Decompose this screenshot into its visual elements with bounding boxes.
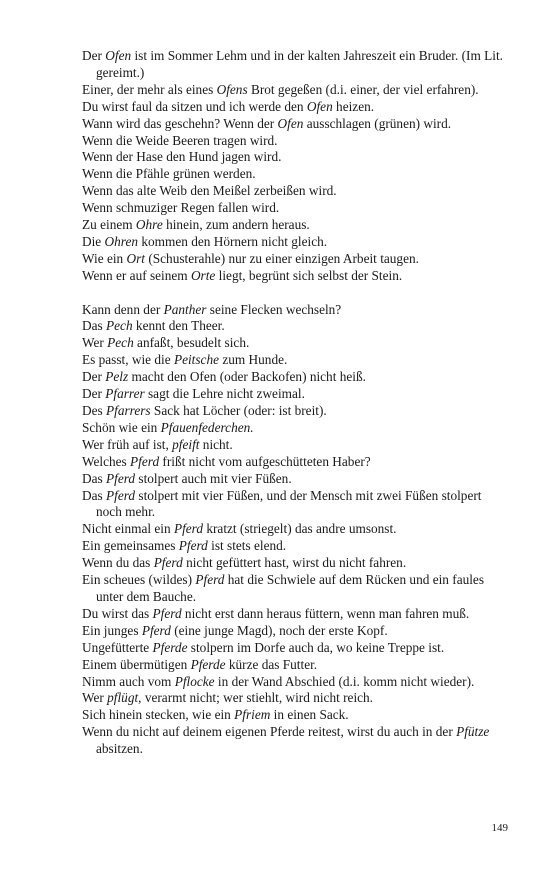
keyword-italic: Ohre [135,217,163,233]
proverb-text: (eine junge Magd), noch der erste Kopf. [170,622,388,638]
keyword-italic: Pferde [152,639,188,655]
keyword-italic: pflügt [107,690,139,706]
proverb-entry [82,386,508,403]
proverb-text: Der [82,48,106,63]
section-gap [82,285,508,302]
proverb-text: kennt den Theer. [132,318,225,334]
proverb-entry [82,623,508,640]
proverb-text: Wenn der Hase den Hund jagen wird. [82,149,282,165]
proverb-text: stolpern im Dorfe auch da, wo keine Treppe ist. [187,639,445,655]
proverb-text: Ein gemeinsames [82,538,179,554]
proverb-text: heizen. [332,98,375,114]
proverb-text: liegt, begrünt sich selbst der Stein. [215,267,403,283]
proverb-text: Der [82,386,106,402]
proverb-text: Sack hat Löcher (oder: ist breit). [150,403,327,419]
proverb-entry [82,555,508,572]
keyword-italic: Peitsche [173,352,220,368]
proverb-text: in einen Sack. [270,707,349,723]
proverb-entry [82,116,508,133]
proverb-text: stolpert auch mit vier Füßen. [135,470,292,486]
keyword-italic: Pferd [141,622,171,638]
proverb-text: , verarmt nicht; wer stiehlt, wird nicht reich. [138,690,374,706]
proverb-text: Die [82,233,105,249]
proverb-entry [82,538,508,555]
keyword-italic: Pferd [106,470,136,486]
proverb-text: ist im Sommer Lehm und in der kalten Jahreszeit ein Bruder. (Im Lit. gereimt.) [96,48,503,80]
keyword-italic: Pfriem [234,707,271,723]
proverb-entry [82,251,508,268]
proverb-text: Ein junges [82,622,142,638]
keyword-italic: Pferd [195,572,225,588]
proverb-text: Ungefütterte [82,639,153,655]
proverb-text: ausschlagen (grünen) wird. [303,115,452,131]
proverb-text: Nicht einmal ein [82,521,174,537]
proverb-text: Der [82,369,106,385]
proverb-text: absitzen. [96,741,143,757]
proverb-entry [82,166,508,183]
proverb-entry [82,48,508,82]
proverb-text: Das [82,318,107,334]
proverb-text: nicht erst dann heraus füttern, wenn man fahren muß. [181,605,470,621]
proverb-text: Wie ein [82,250,127,266]
proverb-text: Wenn du nicht auf deinem eigenen Pferde reitest, wirst du auch in der [82,724,457,740]
keyword-italic: Pfauenfederchen. [160,419,254,435]
proverb-text: Es passt, wie die [82,352,174,368]
proverb-text: Wer früh auf ist, [82,436,173,452]
proverb-text: kürze das Futter. [225,656,318,672]
proverb-text: Du wirst das [82,605,153,621]
proverb-entry [82,657,508,674]
proverb-list [82,48,508,758]
keyword-italic: pfeift [172,436,200,452]
proverb-entry [82,234,508,251]
proverb-text: Wenn die Pfähle grünen werden. [82,166,256,182]
proverb-text: Einer, der mehr als eines [82,81,217,97]
proverb-text: nicht. [199,436,233,452]
proverb-text: Sich hinein stecken, wie ein [82,707,235,723]
proverb-text: Nimm auch vom [82,673,175,689]
proverb-text: Ein scheues (wildes) [82,572,196,588]
keyword-italic: Pech [106,318,133,334]
proverb-text: frißt nicht vom aufgeschütteten Haber? [159,453,371,469]
proverb-text: Des [82,403,107,419]
proverb-entry [82,183,508,200]
proverb-text: Zu einem [82,217,136,233]
proverb-entry [82,471,508,488]
proverb-text: Du wirst faul da sitzen und ich werde den [82,98,307,114]
keyword-italic: Ofens [216,81,248,97]
keyword-italic: Ofen [277,115,304,131]
proverb-entry [82,403,508,420]
proverb-entry [82,82,508,99]
proverb-entry [82,640,508,657]
keyword-italic: Ofen [105,48,132,63]
proverb-text: sagt die Lehre nicht zweimal. [144,386,305,402]
keyword-italic: Pferd [178,538,208,554]
proverb-entry [82,572,508,606]
proverb-text: (Schusterahle) nur zu einer einzigen Arbeit taugen. [145,250,419,266]
proverb-entry [82,690,508,707]
keyword-italic: Orte [190,267,216,283]
proverb-text: seine Flecken wechseln? [206,301,342,317]
proverb-text: anfaßt, besudelt sich. [133,335,250,351]
proverb-text: nicht gefüttert hast, wirst du nicht fahren. [182,555,407,571]
keyword-italic: Pferd [153,555,183,571]
proverb-text: kratzt (striegelt) das andre umsonst. [203,521,397,537]
proverb-entry [82,437,508,454]
proverb-text: Wenn schmuziger Regen fallen wird. [82,200,280,216]
proverb-text: zum Hunde. [219,352,288,368]
proverb-entry [82,369,508,386]
proverb-text: Brot gegeßen (d.i. einer, der viel erfahren). [247,81,479,97]
proverb-entry [82,420,508,437]
keyword-italic: Pferd [106,487,136,503]
keyword-italic: Ofen [306,98,333,114]
proverb-entry [82,454,508,471]
proverb-text: Schön wie ein [82,419,161,435]
proverb-entry [82,606,508,623]
keyword-italic: Pfarrers [106,403,151,419]
keyword-italic: Ohren [104,233,139,249]
proverb-entry [82,352,508,369]
proverb-text: Wenn die Weide Beeren tragen wird. [82,132,278,148]
proverb-entry [82,217,508,234]
proverb-entry [82,488,508,522]
proverb-text: hat die Schwiele auf dem Rücken und ein faules unter dem Bauche. [96,572,485,604]
keyword-italic: Pferd [130,453,160,469]
keyword-italic: Pferde [190,656,226,672]
proverb-entry [82,200,508,217]
keyword-italic: Pflocke [174,673,215,689]
proverb-text: Kann denn der [82,301,164,317]
proverb-text: Wann wird das geschehn? Wenn der [82,115,278,131]
proverb-text: Wenn er auf seinem [82,267,191,283]
proverb-entry [82,707,508,724]
proverb-text: stolpert mit vier Füßen, und der Mensch mit zwei Füßen stolpert noch mehr. [96,487,482,520]
proverb-entry [82,133,508,150]
proverb-entry [82,268,508,285]
keyword-italic: Pfütze [456,724,490,740]
proverb-text: Wenn du das [82,555,154,571]
proverb-entry [82,521,508,538]
proverb-text: kommen den Hörnern nicht gleich. [138,233,328,249]
proverb-text: macht den Ofen (oder Backofen) nicht heiß. [128,369,366,385]
proverb-entry [82,724,508,758]
proverb-text: in der Wand Abschied (d.i. komm nicht wieder). [214,673,475,689]
keyword-italic: Panther [163,301,207,317]
proverb-text: Welches [82,453,131,469]
proverb-text: Einem übermütigen [82,656,191,672]
proverb-text: ist stets elend. [207,538,287,554]
keyword-italic: Pferd [173,521,204,537]
proverb-entry [82,335,508,352]
page-number: 149 [491,822,508,834]
proverb-text: Das [82,487,107,503]
keyword-italic: Pelz [105,369,129,385]
keyword-italic: Ort [126,250,145,266]
proverb-entry [82,674,508,691]
keyword-italic: Pech [107,335,134,351]
proverb-text: hinein, zum andern heraus. [162,217,310,233]
proverb-text: Wer [82,690,108,706]
proverb-entry [82,302,508,319]
keyword-italic: Pferd [152,605,182,621]
proverb-text: Wenn das alte Weib den Meißel zerbeißen wird. [82,183,337,199]
proverb-entry [82,318,508,335]
proverb-text: Das [82,470,107,486]
proverb-entry [82,99,508,116]
keyword-italic: Pfarrer [105,386,145,402]
proverb-entry [82,149,508,166]
proverb-text: Wer [82,335,108,351]
